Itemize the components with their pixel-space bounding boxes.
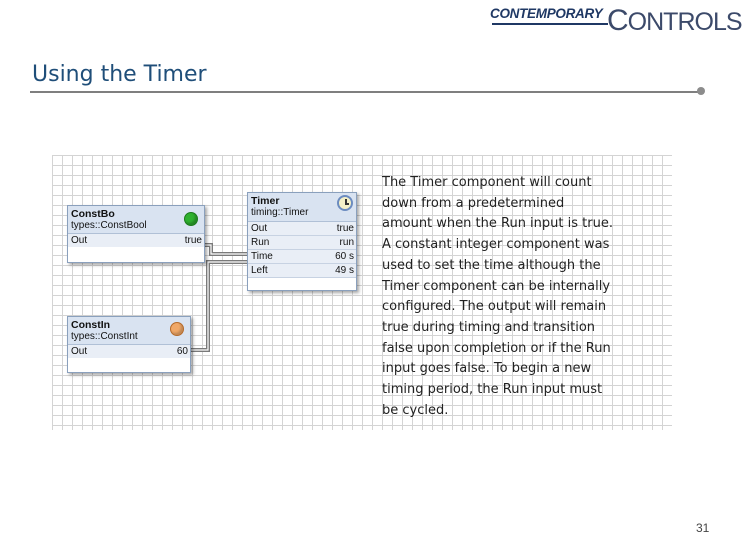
timer-left-slot[interactable]: [248, 264, 356, 278]
constint-header: [68, 317, 190, 345]
slot-value: 60: [176, 346, 188, 357]
logo-rest: ONTROLS: [627, 8, 742, 36]
constint-component[interactable]: [67, 316, 191, 373]
status-led-icon: [184, 212, 198, 226]
description-line: amount when the Run input is true.: [382, 216, 613, 232]
slot-label: Left: [251, 265, 268, 276]
logo-initial: C: [607, 4, 628, 37]
description-line: Timer component can be internally: [382, 278, 611, 294]
slot-label: Run: [251, 237, 270, 248]
description-line: A constant integer component was: [382, 237, 610, 253]
link-int-to-time: [190, 262, 248, 350]
description-line: The Timer component will count: [382, 175, 592, 190]
slot-value: 60 s: [335, 251, 354, 262]
timer-header: [248, 193, 356, 222]
logo-text-contemporary: CONTEMPORARY: [490, 6, 603, 21]
description-line: input goes false. To begin a new: [382, 361, 592, 377]
constbool-header: [68, 206, 204, 234]
timer-body: [248, 278, 356, 290]
constint-body: [68, 358, 190, 372]
clock-icon: [337, 195, 353, 211]
description-line: true during timing and transition: [382, 319, 596, 335]
timer-type: timing::Timer: [251, 207, 309, 218]
description-line: used to set the time although the: [382, 257, 601, 273]
constint-out-slot[interactable]: [68, 345, 190, 358]
timer-time-slot[interactable]: [248, 250, 356, 264]
constbool-component[interactable]: [67, 205, 205, 263]
constint-type: types::ConstInt: [71, 331, 138, 342]
slide-title: Using the Timer: [32, 62, 207, 87]
timer-run-slot[interactable]: [248, 236, 356, 250]
constint-name: ConstIn: [71, 319, 111, 331]
slot-label: Time: [251, 251, 273, 262]
description-line: timing period, the Run input must: [382, 382, 603, 398]
description-line: false upon completion or if the Run: [382, 340, 611, 356]
status-led-icon: [170, 322, 184, 336]
timer-component[interactable]: [247, 192, 357, 291]
description-line: be cycled.: [382, 402, 449, 418]
constbool-out-slot[interactable]: [68, 234, 204, 247]
link-bool-to-run: [203, 245, 248, 254]
page-number: 31: [696, 521, 710, 535]
slot-label: Out: [251, 223, 268, 234]
timer-description: [382, 173, 650, 421]
slot-label: Out: [71, 235, 88, 246]
slot-value: 49 s: [335, 265, 354, 276]
timer-name: Timer: [251, 195, 280, 207]
description-line: down from a predetermined: [382, 195, 565, 211]
slot-value: true: [336, 223, 354, 234]
slot-value: true: [184, 235, 202, 246]
constbool-body: [68, 247, 204, 262]
description-line: configured. The output will remain: [382, 299, 607, 315]
slot-value: run: [339, 237, 354, 248]
timer-out-slot[interactable]: [248, 222, 356, 236]
slot-label: Out: [71, 346, 88, 357]
constbool-name: ConstBo: [71, 208, 115, 220]
constbool-type: types::ConstBool: [71, 220, 147, 231]
